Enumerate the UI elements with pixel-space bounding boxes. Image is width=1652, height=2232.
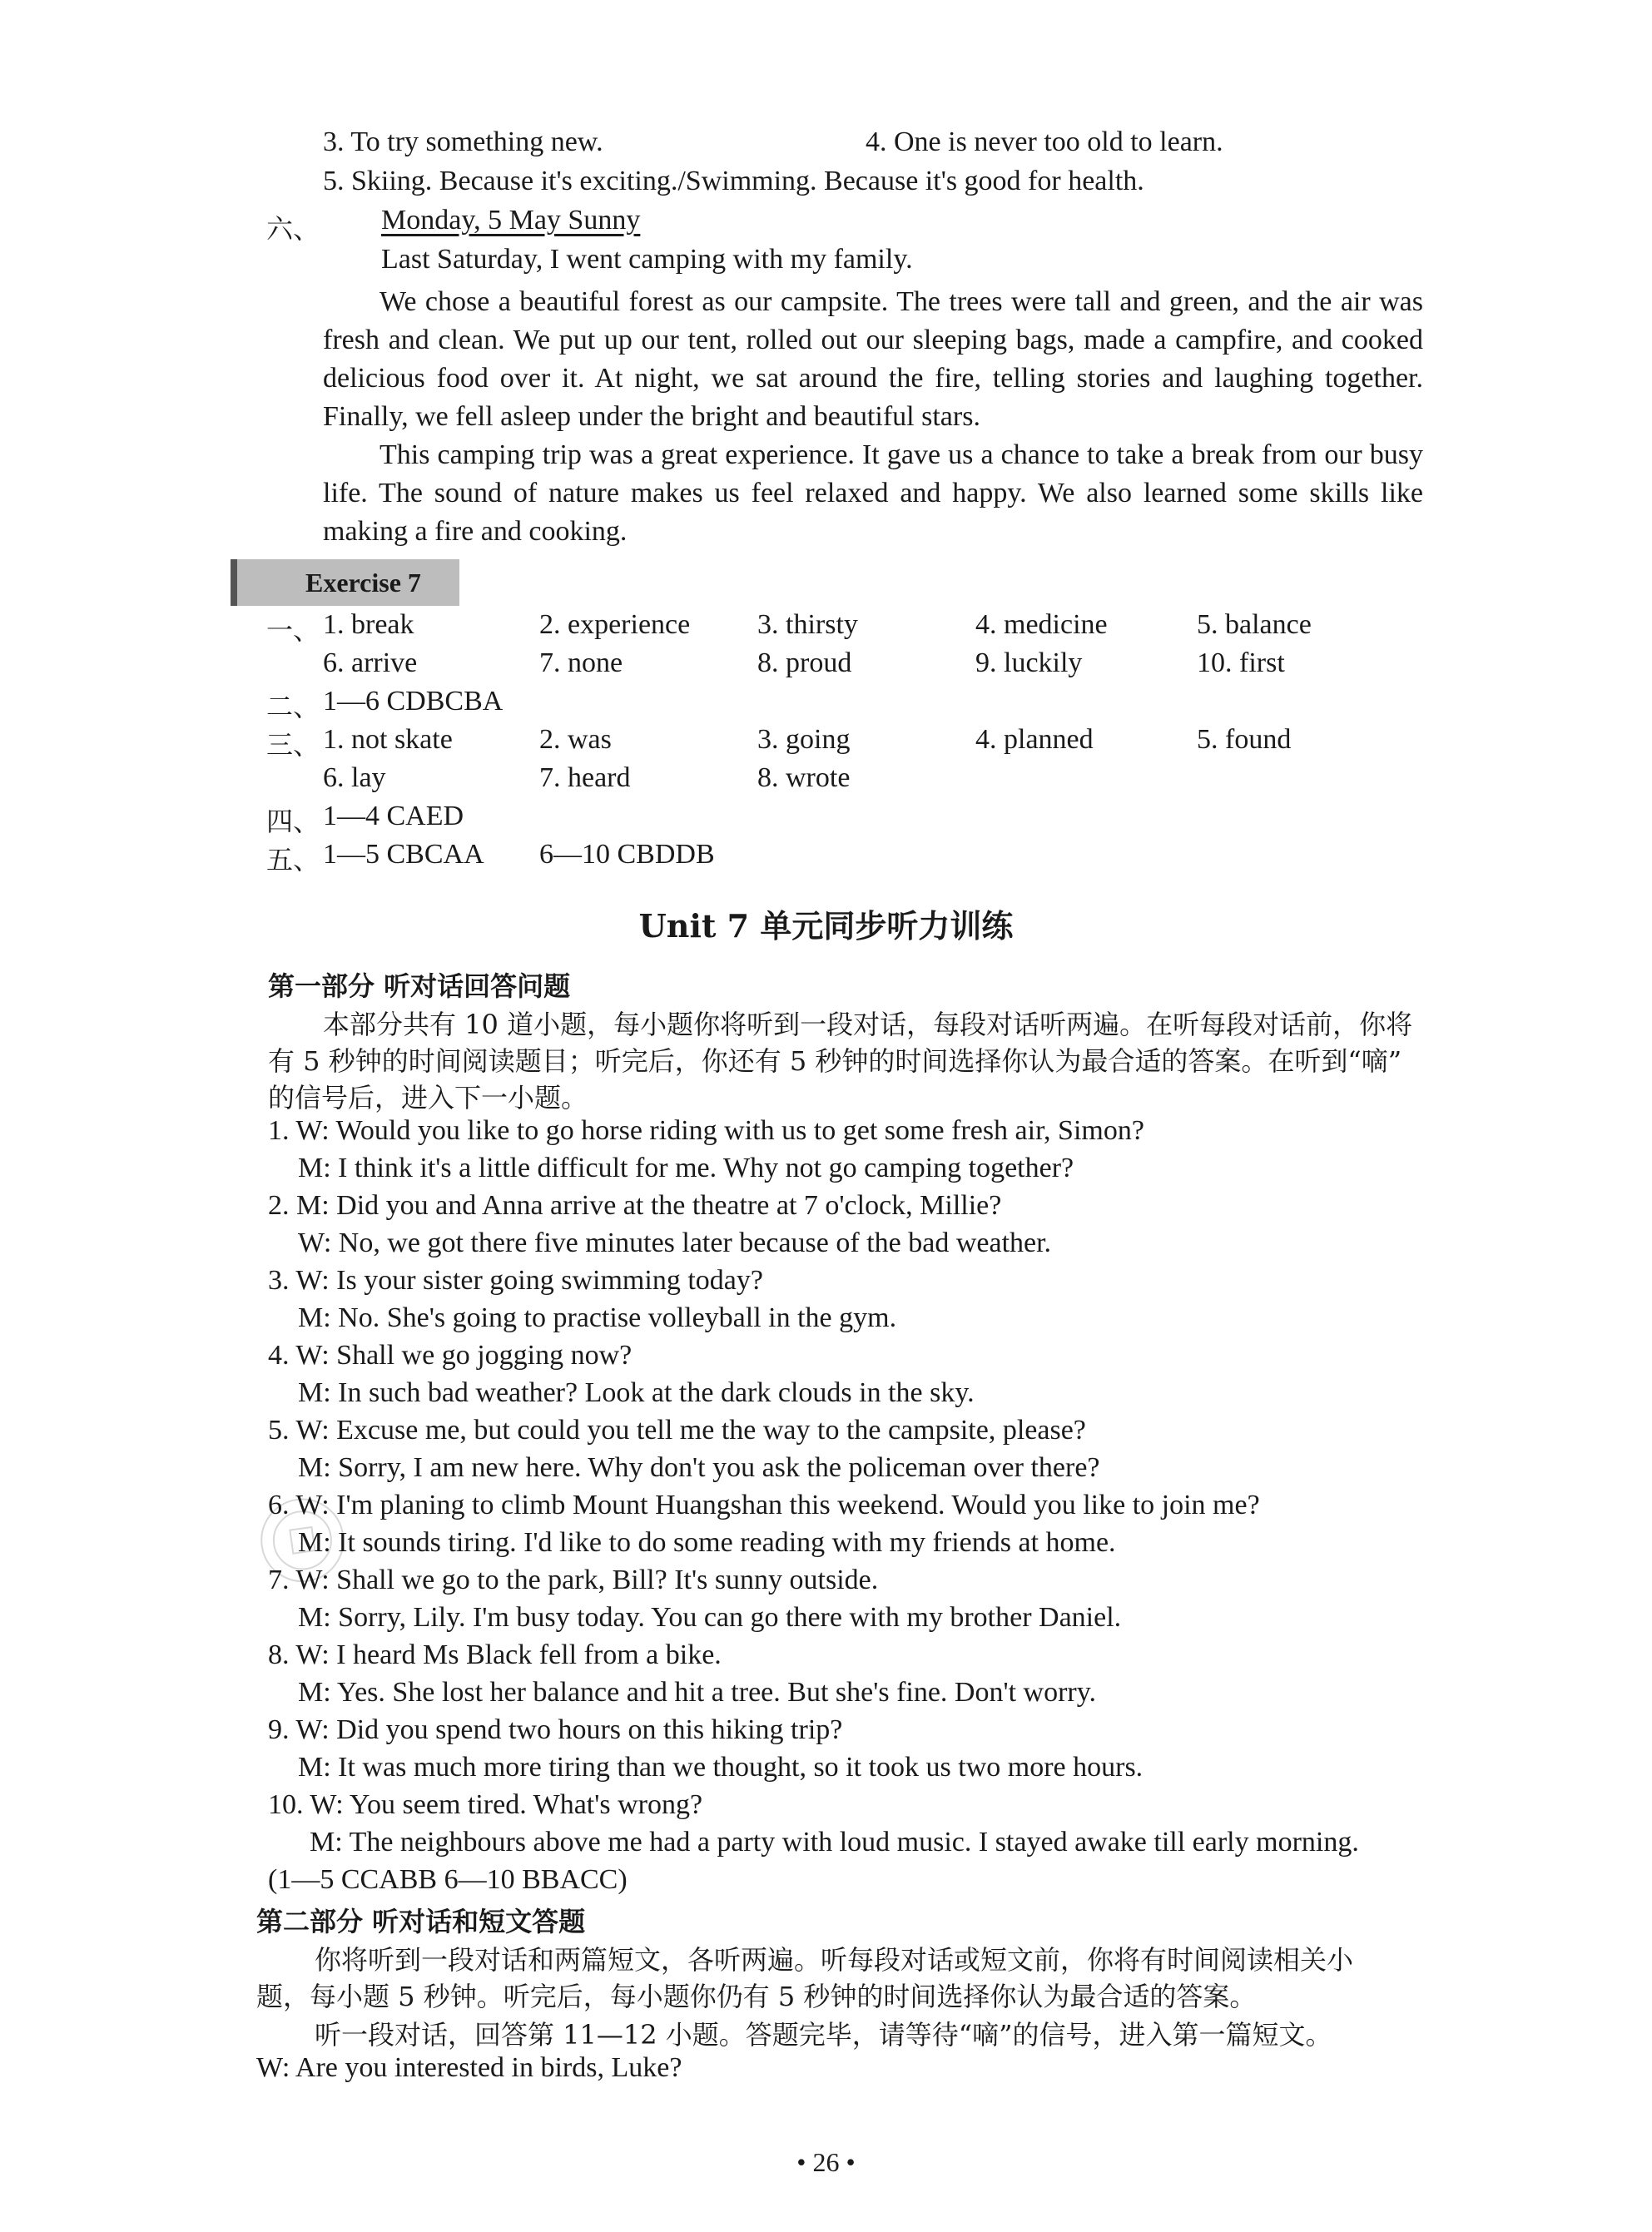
answer-cell: 3. thirsty	[757, 609, 858, 640]
dialog-answer: M: It sounds tiring. I'd like to do some reading with my friends at home.	[298, 1527, 1116, 1558]
answer-cell: 1. not skate	[323, 724, 453, 755]
answer-cell: 6. arrive	[323, 647, 418, 678]
answer-cell: 2. was	[539, 724, 612, 755]
dialog-question: 3. W: Is your sister going swimming today?	[268, 1265, 763, 1296]
answer-cell: 1—4 CAED	[323, 801, 464, 831]
unit-title: Unit 7 单元同步听力训练	[638, 907, 1014, 945]
part-2-intro-line-3: 听一段对话，回答第 11—12 小题。答题完毕，请等待“嘀”的信号，进入第一篇短文。	[315, 2019, 1332, 2051]
dialog-question: 7. W: Shall we go to the park, Bill? It's sunny outside.	[268, 1565, 879, 1595]
part-1-answers: (1—5 CCABB 6—10 BBACC)	[268, 1864, 628, 1895]
part-1-intro-line-2: 有 5 秒钟的时间阅读题目；听完后，你还有 5 秒钟的时间选择你认为最合适的答案。在听到“嘀”	[268, 1045, 1402, 1077]
answer-cell: 4. planned	[975, 724, 1094, 755]
section-number: 一、	[266, 614, 320, 646]
dialog-answer: M: The neighbours above me had a party with loud music. I stayed awake till early morning.	[310, 1827, 1359, 1858]
dialog-question: 10. W: You seem tired. What's wrong?	[268, 1789, 703, 1820]
part-1-title: 第一部分 听对话回答问题	[268, 970, 571, 1002]
answer-cell: 6—10 CBDDB	[539, 839, 715, 870]
watermark: ⊙	[240, 1458, 365, 1616]
part-2-dialog-line: W: Are you interested in birds, Luke?	[256, 2052, 682, 2083]
answer-cell: 4. medicine	[975, 609, 1108, 640]
section-number: 三、	[266, 729, 320, 761]
answer-cell: 10. first	[1197, 647, 1285, 678]
answer-item-5: 5. Skiing. Because it's exciting./Swimming. Because it's good for health.	[323, 166, 1144, 196]
answer-cell: 2. experience	[539, 609, 691, 640]
dialog-question: 2. M: Did you and Anna arrive at the theatre at 7 o'clock, Millie?	[268, 1190, 1002, 1221]
answer-item-4: 4. One is never too old to learn.	[866, 126, 1223, 157]
part-2-title: 第二部分 听对话和短文答题	[256, 1906, 586, 1937]
section-number: 二、	[266, 691, 320, 722]
exercise-label: Exercise 7	[231, 559, 459, 606]
dialog-answer: W: No, we got there five minutes later because of the bad weather.	[298, 1228, 1052, 1258]
answer-cell: 3. going	[757, 724, 851, 755]
answer-cell: 5. balance	[1197, 609, 1312, 640]
dialog-question: 6. W: I'm planing to climb Mount Huangshan this weekend. Would you like to join me?	[268, 1490, 1260, 1520]
part-1-intro-line-3: 的信号后，进入下一小题。	[268, 1082, 588, 1114]
dialog-answer: M: I think it's a little difficult for me. Why not go camping together?	[298, 1153, 1074, 1183]
dialog-question: 8. W: I heard Ms Black fell from a bike.	[268, 1639, 722, 1670]
section-number-6: 六、	[266, 213, 320, 245]
dialog-question: 9. W: Did you spend two hours on this hiking trip?	[268, 1714, 843, 1745]
answer-cell: 1. break	[323, 609, 414, 640]
section-number: 五、	[266, 844, 320, 875]
dialog-question: 5. W: Excuse me, but could you tell me the way to the campsite, please?	[268, 1415, 1086, 1446]
answer-cell: 7. none	[539, 647, 623, 678]
part-2-intro-line-1: 你将听到一段对话和两篇短文，各听两遍。听每段对话或短文前，你将有时间阅读相关小	[315, 1944, 1354, 1976]
answer-cell: 1—5 CBCAA	[323, 839, 484, 870]
answer-cell: 6. lay	[323, 762, 386, 793]
dialog-answer: M: Yes. She lost her balance and hit a tree. But she's fine. Don't worry.	[298, 1677, 1097, 1708]
answer-cell: 9. luckily	[975, 647, 1083, 678]
section-number: 四、	[266, 806, 320, 837]
answer-cell: 5. found	[1197, 724, 1292, 755]
dialog-answer: M: Sorry, I am new here. Why don't you ask the policeman over there?	[298, 1452, 1100, 1483]
answer-item-3: 3. To try something new.	[323, 126, 603, 157]
page-number: • 26 •	[796, 2147, 856, 2177]
dialog-question: 1. W: Would you like to go horse riding with us to get some fresh air, Simon?	[268, 1115, 1144, 1146]
dialog-answer: M: Sorry, Lily. I'm busy today. You can go there with my brother Daniel.	[298, 1602, 1122, 1633]
answer-cell: 8. proud	[757, 647, 852, 678]
dialog-question: 4. W: Shall we go jogging now?	[268, 1340, 633, 1371]
dialog-answer: M: It was much more tiring than we thought, so it took us two more hours.	[298, 1752, 1144, 1783]
dialog-answer: M: No. She's going to practise volleyball in the gym.	[298, 1302, 897, 1333]
part-1-intro-line-1: 本部分共有 10 道小题，每小题你将听到一段对话，每段对话听两遍。在听每段对话前，你将	[323, 1009, 1413, 1040]
diary-heading: Monday, 5 May Sunny	[381, 205, 641, 236]
answer-cell: 8. wrote	[757, 762, 851, 793]
diary-line-1: Last Saturday, I went camping with my family.	[381, 244, 913, 275]
part-2-intro-line-2: 题，每小题 5 秒钟。听完后，每小题你仍有 5 秒钟的时间选择你认为最合适的答案。	[256, 1981, 1257, 2012]
diary-paragraph-1: We chose a beautiful forest as our campsite. The trees were tall and green, and the air was fresh and clean. We put up our tent, rolled out our sleeping bags, made a campfire, and cooked delicious food over it. At night, we sat around the fire, telling stories and laughing together. Finally, we fell asleep under the bright and beautiful stars.	[323, 286, 1423, 432]
diary-paragraph-2: This camping trip was a great experience. It gave us a chance to take a break from our busy life. The sound of nature makes us feel relaxed and happy. We also learned some skills like making a fire and cooking.	[323, 439, 1423, 547]
answer-cell: 7. heard	[539, 762, 631, 793]
answer-cell: 1—6 CDBCBA	[323, 686, 504, 717]
dialog-answer: M: In such bad weather? Look at the dark clouds in the sky.	[298, 1377, 975, 1408]
